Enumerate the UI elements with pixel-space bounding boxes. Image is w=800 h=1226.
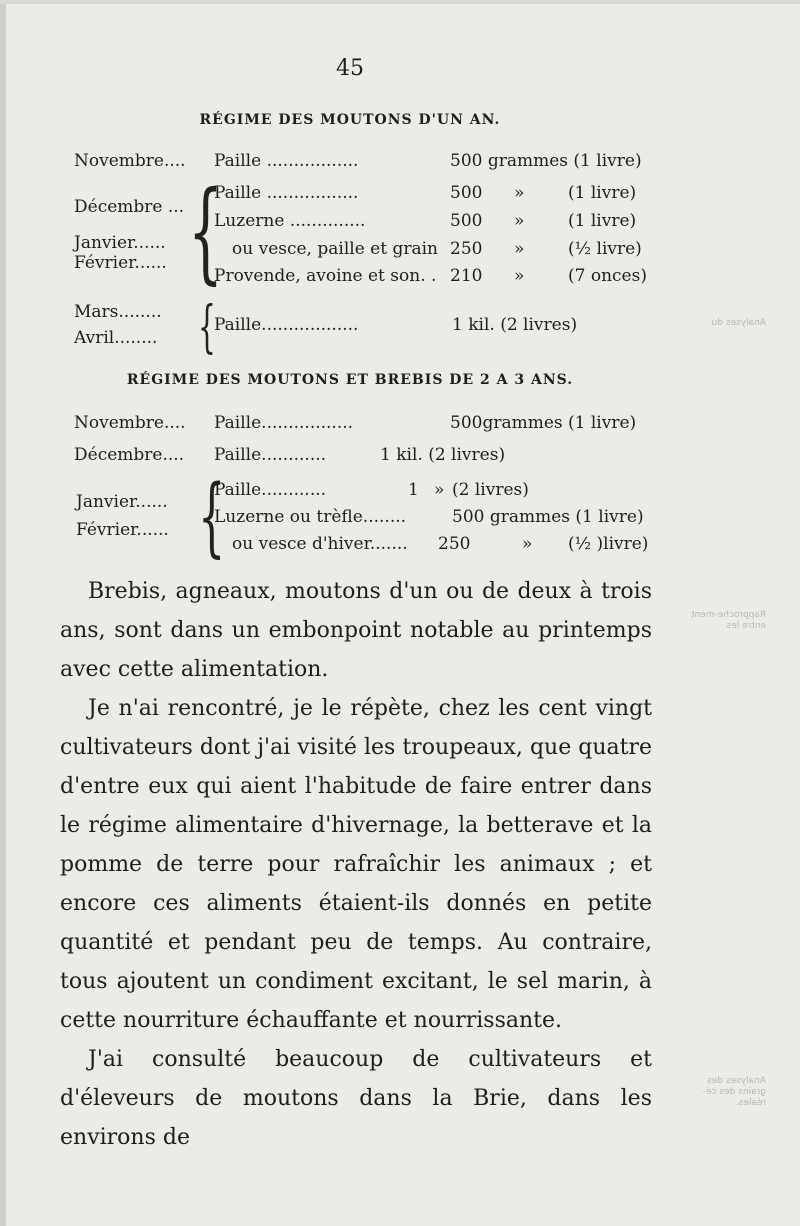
item-label: Paille..................	[214, 315, 359, 335]
ditto-mark: »	[522, 534, 533, 554]
paragraph: Je n'ai rencontré, je le répète, chez les cent vingt cultivateurs dont j'ai visité les troupeaux, que quatre d'entre eux qui aient l'habitude de faire entrer dans le régime alimentaire d'hivernage, la betterave et la pomme de terre pour rafraîchir les animaux ; et encore ces aliments étaient-ils donnés en petite quantité et pendant peu de temps. Au contraire, tous ajoutent un condiment excitant, le sel marin, à cette nourriture échauffante et nourrissante.	[60, 696, 652, 1033]
month-label: Janvier......	[74, 233, 166, 253]
item-label: Paille............	[214, 480, 327, 500]
item-label: Luzerne ou trèfle........	[214, 507, 407, 527]
month-label: Décembre....	[74, 445, 185, 465]
table-row	[214, 211, 654, 231]
ditto-mark: »	[514, 239, 525, 259]
paragraph: Brebis, agneaux, moutons d'un ou de deux à trois ans, sont dans un embonpoint notable au printemps avec cette alimentation.	[60, 579, 652, 682]
table-row	[74, 445, 506, 465]
item-label: ou vesce, paille et grain	[232, 239, 438, 259]
item-label: ou vesce d'hiver.......	[232, 534, 408, 554]
month-label: Avril........	[74, 328, 158, 348]
section1-heading: RÉGIME DES MOUTONS D'UN AN.	[199, 112, 501, 128]
note: (½ livre)	[568, 239, 642, 259]
table-row	[214, 183, 654, 203]
month-label: Novembre....	[74, 413, 186, 433]
section2-heading: RÉGIME DES MOUTONS ET BREBIS DE 2 A 3 ANS.	[126, 372, 574, 388]
body-text	[60, 572, 652, 1157]
ditto-mark: »	[434, 480, 445, 500]
quantity: 500 grammes (1 livre)	[452, 507, 644, 527]
brace: {	[198, 467, 226, 567]
item-label: Paille .................	[214, 183, 359, 203]
quantity: 250	[450, 239, 483, 259]
table-row	[74, 151, 642, 171]
item-label: Paille .................	[214, 151, 359, 171]
note: (7 onces)	[568, 266, 647, 286]
note: (½ )livre)	[568, 534, 649, 554]
table-row	[214, 480, 654, 500]
month-label: Mars........	[74, 302, 162, 322]
table-row	[214, 315, 654, 335]
item-label: Provende, avoine et son. .	[214, 266, 437, 286]
month-label: Janvier......	[76, 492, 168, 512]
note: (2 livres)	[452, 480, 529, 500]
page-number: 45	[336, 56, 364, 81]
quantity: 1	[408, 480, 419, 500]
quantity: 1 kil. (2 livres)	[380, 445, 506, 465]
item-label: Luzerne ..............	[214, 211, 366, 231]
quantity: 500	[450, 211, 483, 231]
month-label: Février......	[74, 253, 167, 273]
table-row	[214, 507, 654, 527]
item-label: Paille.................	[214, 413, 354, 433]
table-row	[232, 534, 654, 554]
brace: {	[188, 167, 223, 295]
quantity: 500	[450, 183, 483, 203]
month-label: Février......	[76, 520, 169, 540]
ditto-mark: »	[514, 211, 525, 231]
page-edge-top	[0, 0, 800, 4]
table-row	[214, 266, 654, 286]
quantity: 1 kil. (2 livres)	[452, 315, 578, 335]
table-row	[74, 413, 637, 433]
item-label: Paille............	[214, 445, 327, 465]
margin-note: Rapproche-ment entre les	[691, 610, 766, 631]
margin-note: Analyses des grains des cé-réales.	[702, 1076, 766, 1108]
page-edge	[0, 0, 6, 1226]
quantity: 500grammes (1 livre)	[450, 413, 637, 433]
quantity: 500 grammes (1 livre)	[450, 151, 642, 171]
brace: {	[198, 295, 216, 360]
ditto-mark: »	[514, 183, 525, 203]
quantity: 250	[438, 534, 471, 554]
month-label: Novembre....	[74, 151, 186, 171]
paragraph: J'ai consulté beaucoup de cultivateurs et d'éleveurs de moutons dans la Brie, dans les environs de	[60, 1047, 652, 1150]
note: (1 livre)	[568, 183, 637, 203]
ditto-mark: »	[514, 266, 525, 286]
margin-note: Analyses du	[711, 318, 766, 328]
note: (1 livre)	[568, 211, 637, 231]
month-label: Décembre ...	[74, 197, 185, 217]
table-row	[232, 239, 654, 259]
quantity: 210	[450, 266, 483, 286]
